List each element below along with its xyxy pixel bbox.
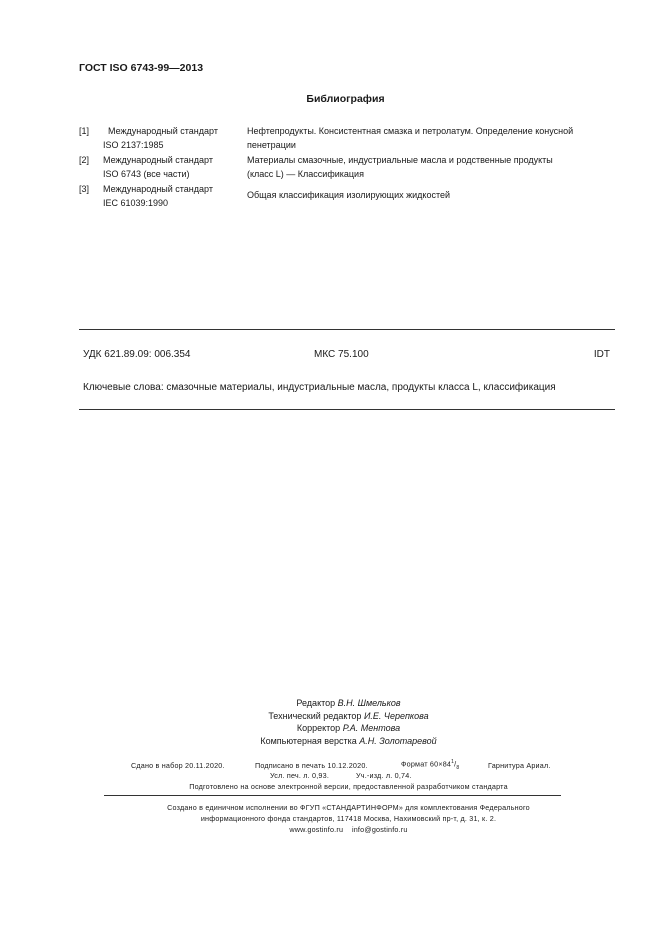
- title-line: Нефтепродукты. Консистентная смазка и петролатум. Определение конусной: [247, 126, 574, 136]
- reference-source: [103, 124, 218, 152]
- udk-code: УДК 621.89.09: 006.354: [83, 349, 191, 360]
- website-link[interactable]: www.gostinfo.ru: [289, 825, 344, 834]
- reference-number: [3]: [79, 184, 90, 194]
- title-line: пенетрации: [247, 140, 296, 150]
- corrector-line: [36, 722, 661, 735]
- idt-label: IDT: [593, 349, 610, 360]
- bibliography-item: [79, 182, 619, 212]
- publishing-sheets: Уч.-изд. л. 0,74.: [356, 771, 412, 780]
- source-id: ISO 2137:1985: [103, 140, 164, 150]
- prepared-note: Подготовлено на основе электронной версии, предоставленной разработчиком стандарта: [189, 782, 508, 791]
- reference-source: [103, 182, 213, 210]
- source-type: Международный стандарт: [103, 155, 213, 165]
- source-id: ISO 6743 (все части): [103, 169, 190, 179]
- reference-title: [247, 153, 622, 181]
- layout-line: [36, 735, 661, 748]
- source-id: IEC 61039:1990: [103, 198, 169, 208]
- printed-sheets: Усл. печ. л. 0,93.: [270, 771, 330, 780]
- email-link[interactable]: info@gostinfo.ru: [351, 825, 408, 834]
- reference-number: [1]: [79, 126, 90, 136]
- editor-name: В.Н. Шмельков: [337, 698, 401, 708]
- reference-source: [103, 153, 213, 181]
- publisher-contacts: [0, 825, 661, 834]
- signed-date: Подписано в печать 10.12.2020.: [255, 761, 368, 770]
- tech-editor-name: И.Е. Черепкова: [363, 710, 429, 721]
- bottom-divider: [79, 409, 615, 410]
- publisher-line-2: информационного фонда стандартов, 117418 Москва, Нахимовский пр-т, д. 31, к. 2.: [200, 814, 497, 823]
- keywords: Ключевые слова: смазочные материалы, индустриальные масла, продукты класса L, классификация: [83, 382, 556, 393]
- layout-name: А.Н. Золотаревой: [359, 735, 437, 746]
- format-info: Формат $60\times 84^1/_8$: [401, 759, 460, 771]
- typeface-info: Гарнитура Ариал.: [488, 761, 551, 770]
- bibliography-title: Библиография: [306, 93, 385, 105]
- credits-block: [0, 697, 661, 747]
- editor-label: Редактор: [296, 698, 336, 708]
- tech-editor-label: Технический редактор: [268, 710, 362, 721]
- corrector-name: Р.А. Ментова: [342, 723, 401, 733]
- reference-number: [2]: [79, 155, 90, 165]
- format-denominator: 8: [456, 764, 460, 771]
- editor-line: [36, 697, 661, 710]
- corrector-label: Корректор: [296, 723, 341, 733]
- layout-label: Компьютерная верстка: [260, 735, 357, 746]
- publisher-divider: [104, 795, 561, 796]
- source-type: Международный стандарт: [103, 184, 213, 194]
- bibliography-item: [79, 124, 619, 154]
- title-line: Материалы смазочные, индустриальные масла и родственные продукты: [247, 155, 553, 165]
- source-type: Международный стандарт: [108, 126, 218, 136]
- mks-code: МКС 75.100: [314, 349, 369, 360]
- publisher-line-1: Создано в единичном исполнении во ФГУП «СТАНДАРТИНФОРМ» для комплектования Федерального: [167, 803, 530, 812]
- reference-title: [247, 188, 622, 202]
- bibliography-item: [79, 153, 619, 183]
- format-label: Формат 60×84: [401, 759, 452, 769]
- title-line: Общая классификация изолирующих жидкостей: [247, 190, 451, 200]
- reference-title: [247, 124, 622, 152]
- format-numerator: 1: [451, 759, 455, 765]
- tech-editor-line: [36, 710, 661, 723]
- submitted-date: Сдано в набор 20.11.2020.: [131, 761, 225, 770]
- document-code: ГОСТ ISO 6743-99—2013: [79, 62, 204, 74]
- title-line: (класс L) — Классификация: [247, 169, 364, 179]
- top-divider: [79, 329, 615, 330]
